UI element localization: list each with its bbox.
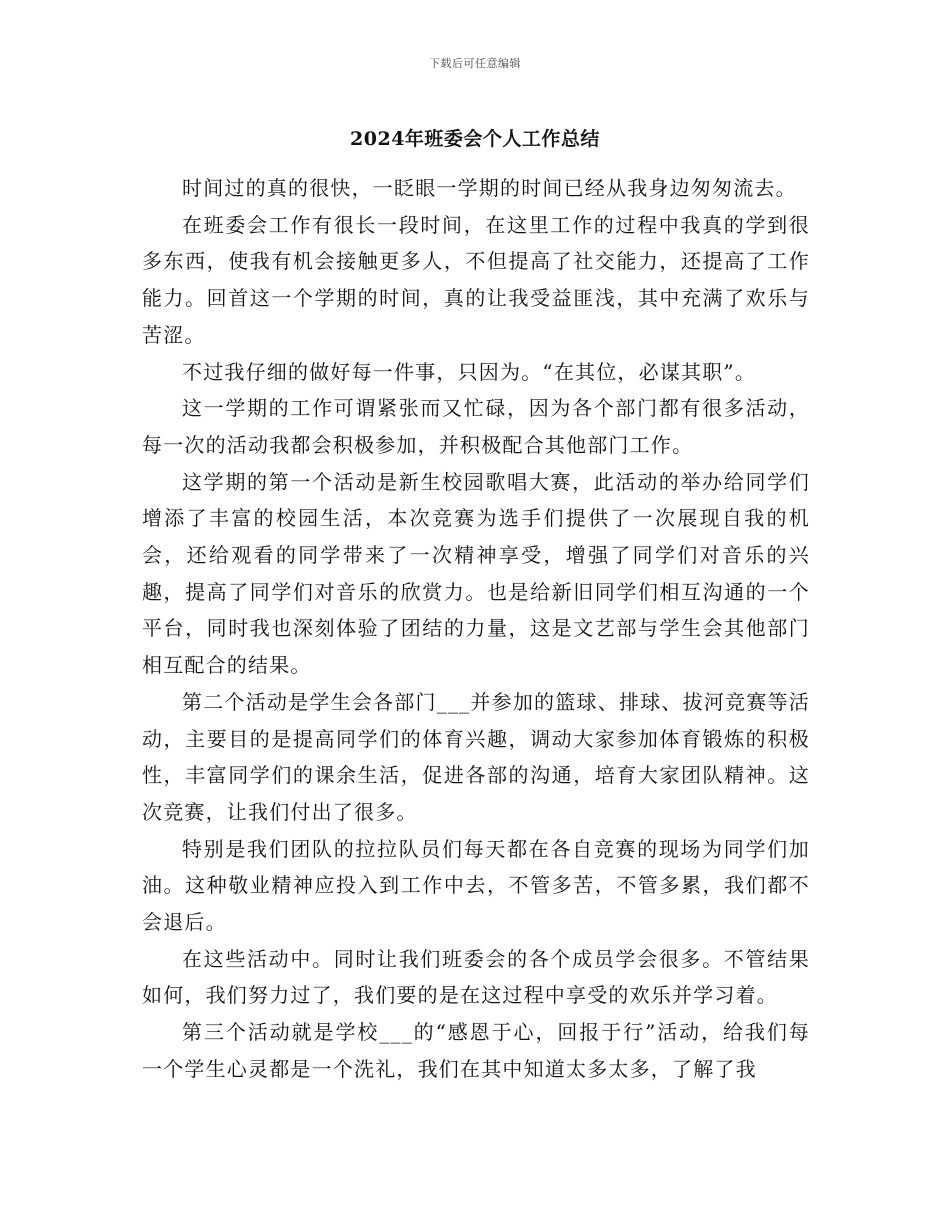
paragraph: 第二个活动是学生会各部门___并参加的篮球、排球、拔河竞赛等活动，主要目的是提高同学们的体育兴趣，调动大家参加体育锻炼的积极性，丰富同学们的课余生活，促进各部的沟通，培育大家团队精神。这次竞赛，让我们付出了很多。	[142, 689, 810, 824]
document-title: 2024年班委会个人工作总结	[350, 128, 600, 150]
paragraph: 时间过的真的很快，一眨眼一学期的时间已经从我身边匆匆流去。	[182, 176, 797, 200]
paragraph: 在这些活动中。同时让我们班委会的各个成员学会很多。不管结果如何，我们努力过了，我们要的是在这过程中享受的欢乐并学习着。	[142, 946, 810, 1008]
header-note: 下载后可任意编辑	[429, 57, 521, 70]
paragraph: 不过我仔细的做好每一件事，只因为。“在其位，必谋其职”。	[182, 359, 757, 384]
paragraph: 这学期的第一个活动是新生校园歌唱大赛，此活动的举办给同学们增添了丰富的校园生活，本次竞赛为选手们提供了一次展现自我的机会，还给观看的同学带来了一次精神享受，增强了同学们对音乐的兴趣，提高了同学们对音乐的欣赏力。也是给新旧同学们相互沟通的一个平台，同时我也深刻体验了团结的力量，这是文艺部与学生会其他部门相互配合的结果。	[142, 469, 810, 678]
paragraph: 第三个活动就是学校___的“感恩于心，回报于行”活动，给我们每一个学生心灵都是一个洗礼，我们在其中知道太多太多，了解了我	[142, 1020, 810, 1081]
paragraph: 这一学期的工作可谓紧张而又忙碌，因为各个部门都有很多活动，每一次的活动我都会积极参加，并积极配合其他部门工作。	[142, 396, 810, 457]
document-body	[142, 170, 810, 1088]
paragraph: 特别是我们团队的拉拉队员们每天都在各自竞赛的现场为同学们加油。这种敬业精神应投入到工作中去，不管多苦，不管多累，我们都不会退后。	[142, 836, 810, 935]
paragraph: 在班委会工作有很长一段时间，在这里工作的过程中我真的学到很多东西，使我有机会接触更多人，不但提高了社交能力，还提高了工作能力。回首这一个学期的时间，真的让我受益匪浅，其中充满了欢乐与苦涩。	[142, 212, 810, 347]
